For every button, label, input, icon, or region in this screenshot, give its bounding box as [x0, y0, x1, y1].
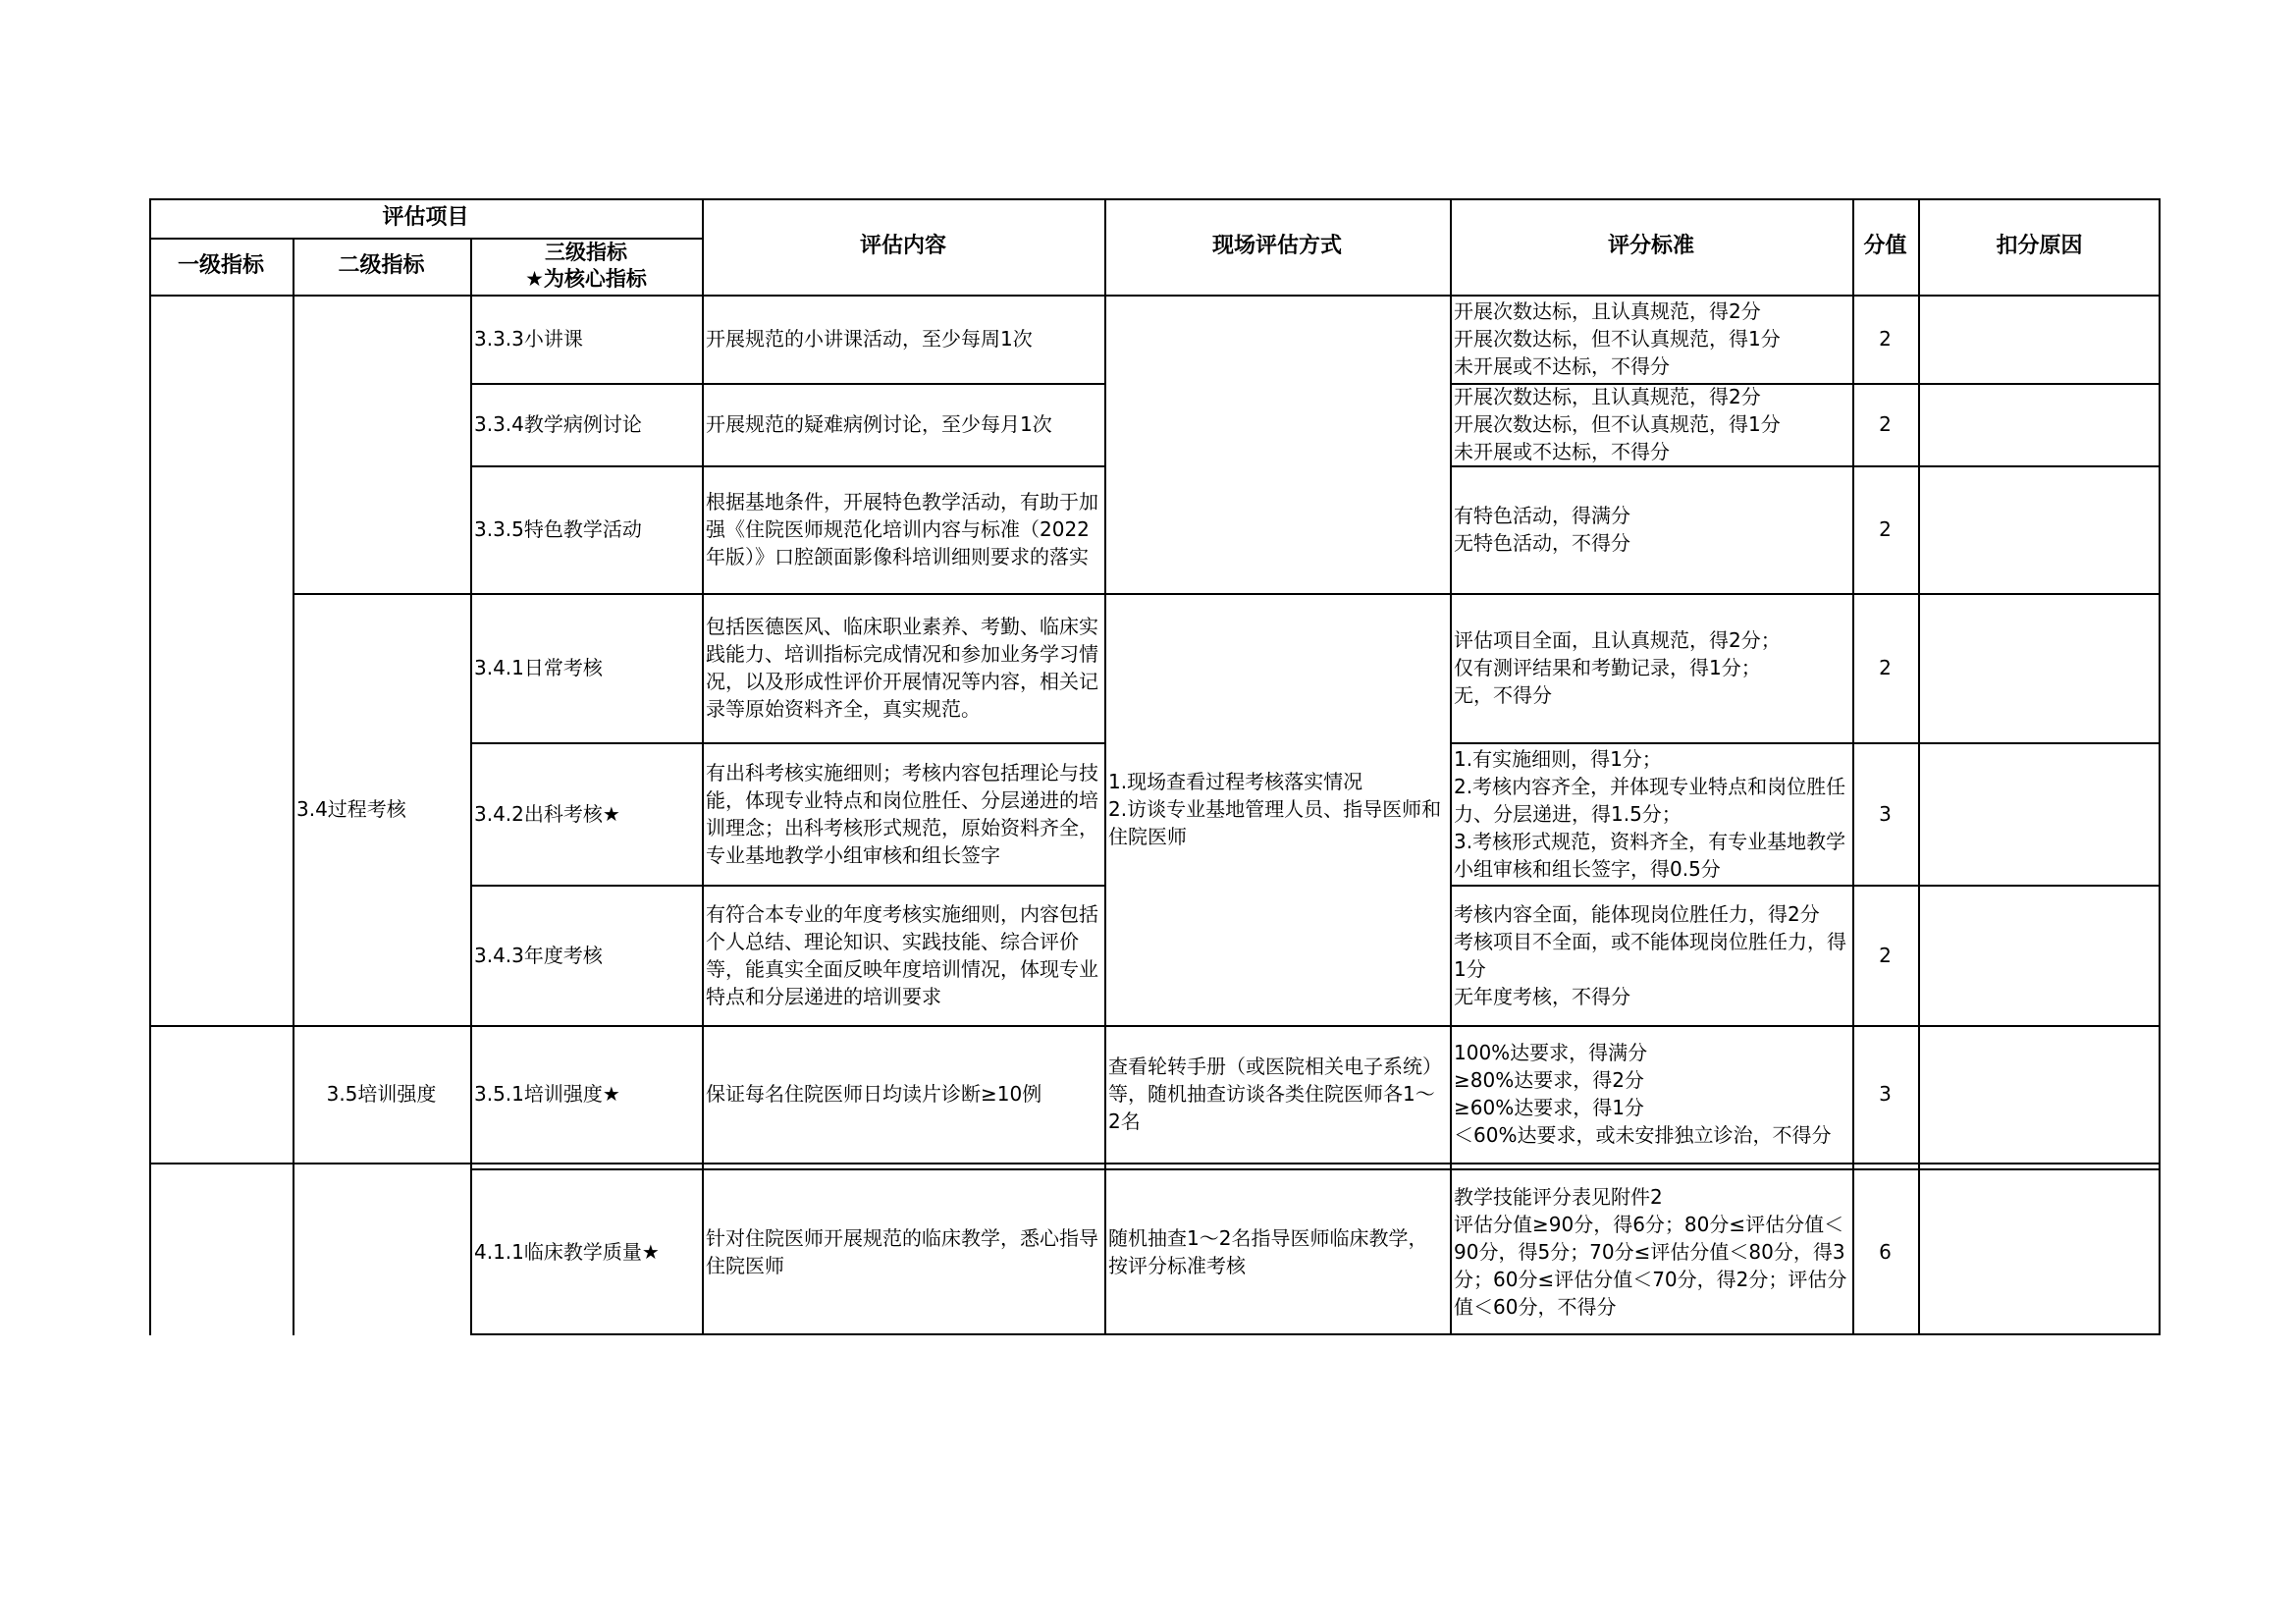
- row-score: 3: [1879, 1082, 1892, 1106]
- col-border: [470, 238, 472, 1335]
- col-border: [1104, 198, 1106, 1335]
- row-standard: 评估项目全面，且认真规范，得2分； 仅有测评结果和考勤记录，得1分； 无，不得分: [1454, 628, 1781, 707]
- row-separator: [149, 1025, 2161, 1027]
- header-standard: 评分标准: [1607, 234, 1694, 258]
- col-border: [149, 198, 151, 1335]
- header-score: 分值: [1863, 234, 1907, 258]
- row-level3: 3.5.1培训强度★: [474, 1082, 620, 1106]
- row-content: 包括医德医风、临床职业素养、考勤、临床实践能力、培训指标完成情况和参加业务学习情况，以及形成性评价开展情况等内容，相关记录等原始资料齐全，真实规范。: [706, 615, 1098, 721]
- col-border: [293, 238, 294, 1335]
- col-border: [1852, 198, 1854, 1335]
- row-separator: [470, 383, 1104, 385]
- row-level3: 3.3.3小讲课: [474, 327, 583, 351]
- group-3-4-label: 3.4过程考核: [296, 797, 406, 821]
- row-standard: 教学技能评分表见附件2 评估分值≥90分，得6分；80分≤评估分值＜90分，得5分；70分≤评估分值＜80分，得3分；60分≤评估分值＜70分，得2分；评估分值＜60分，不得分: [1454, 1185, 1847, 1319]
- row-level3: 3.4.3年度考核: [474, 943, 603, 967]
- group-3-5-label: 3.5培训强度: [326, 1082, 437, 1106]
- row-content: 保证每名住院医师日均读片诊断≥10例: [706, 1082, 1042, 1106]
- row-separator: [470, 885, 1104, 887]
- row-score: 6: [1879, 1240, 1892, 1264]
- evaluation-table: [149, 198, 2161, 1335]
- section-separator: [149, 1163, 2161, 1164]
- method-training-intensity: 查看轮转手册（或医院相关电子系统）等，随机抽查访谈各类住院医师各1～2名: [1108, 1055, 1442, 1133]
- row-separator: [1450, 885, 2161, 887]
- method-process-exam: 1.现场查看过程考核落实情况 2.访谈专业基地管理人员、指导医师和住院医师: [1108, 770, 1442, 848]
- row-standard: 100%达要求，得满分 ≥80%达要求，得2分 ≥60%达要求，得1分 ＜60%达要求，或未安排独立诊治，不得分: [1454, 1041, 1832, 1147]
- row-score: 3: [1879, 801, 1892, 826]
- col-border: [1918, 198, 1920, 1335]
- row-separator: [1450, 465, 2161, 467]
- header-split-line: [149, 238, 702, 240]
- row-standard: 考核内容全面，能体现岗位胜任力，得2分 考核项目不全面，或不能体现岗位胜任力，得1分 无年度考核，不得分: [1454, 901, 1846, 1008]
- row-content: 有出科考核实施细则；考核内容包括理论与技能，体现专业特点和岗位胜任、分层递进的培训理念；出科考核形式规范，原始资料齐全，专业基地教学小组审核和组长签字: [706, 760, 1098, 867]
- row-content: 针对住院医师开展规范的临床教学，悉心指导住院医师: [706, 1226, 1098, 1277]
- row-score: 2: [1879, 943, 1892, 967]
- header-deduction: 扣分原因: [1996, 234, 2083, 258]
- row-standard: 开展次数达标，且认真规范，得2分 开展次数达标，但不认真规范，得1分 未开展或不达标，不得分: [1454, 385, 1781, 463]
- row-level3: 3.4.1日常考核: [474, 656, 603, 679]
- row-separator: [470, 1168, 2161, 1170]
- row-separator: [470, 742, 1104, 744]
- row-content: 根据基地条件，开展特色教学活动，有助于加强《住院医师规范化培训内容与标准（2022年版）》口腔颌面影像科培训细则要求的落实: [706, 490, 1098, 568]
- header-level2: 二级指标: [338, 253, 425, 278]
- table-bottom-border: [470, 1333, 2161, 1335]
- row-content: 有符合本专业的年度考核实施细则，内容包括个人总结、理论知识、实践技能、综合评价等，能真实全面反映年度培训情况，体现专业特点和分层递进的培训要求: [706, 901, 1098, 1008]
- row-separator: [1450, 742, 2161, 744]
- row-score: 2: [1879, 656, 1892, 679]
- row-content: 开展规范的疑难病例讨论，至少每月1次: [706, 412, 1052, 436]
- row-separator: [293, 593, 2161, 595]
- header-bottom-border: [149, 295, 2161, 297]
- header-level1: 一级指标: [177, 253, 264, 278]
- col-border: [702, 198, 704, 1335]
- method-teaching-quality: 随机抽查1～2名指导医师临床教学，按评分标准考核: [1108, 1226, 1428, 1277]
- row-standard: 开展次数达标，且认真规范，得2分 开展次数达标，但不认真规范，得1分 未开展或不达标，不得分: [1454, 299, 1781, 378]
- row-score: 2: [1879, 517, 1892, 541]
- row-level3: 4.1.1临床教学质量★: [474, 1240, 660, 1264]
- row-separator: [1450, 383, 2161, 385]
- header-level3: 三级指标 ★为核心指标: [525, 241, 647, 291]
- row-standard: 有特色活动，得满分 无特色活动，不得分: [1454, 504, 1630, 555]
- row-level3: 3.3.5特色教学活动: [474, 517, 642, 541]
- row-separator: [470, 465, 1104, 467]
- row-content: 开展规范的小讲课活动，至少每周1次: [706, 327, 1033, 351]
- header-method: 现场评估方式: [1211, 234, 1342, 258]
- row-score: 2: [1879, 412, 1892, 436]
- row-score: 2: [1879, 327, 1892, 351]
- row-level3: 3.3.4教学病例讨论: [474, 412, 642, 436]
- col-border: [1450, 198, 1452, 1335]
- header-content: 评估内容: [859, 234, 946, 258]
- header-eval-item: 评估项目: [382, 205, 469, 230]
- col-border: [2159, 198, 2161, 1335]
- table-top-border: [149, 198, 2161, 200]
- row-level3: 3.4.2出科考核★: [474, 801, 620, 826]
- row-standard: 1.有实施细则，得1分； 2.考核内容齐全，并体现专业特点和岗位胜任力、分层递进，得1.5分； 3.考核形式规范，资料齐全，有专业基地教学小组审核和组长签字，得0.5分: [1454, 746, 1846, 881]
